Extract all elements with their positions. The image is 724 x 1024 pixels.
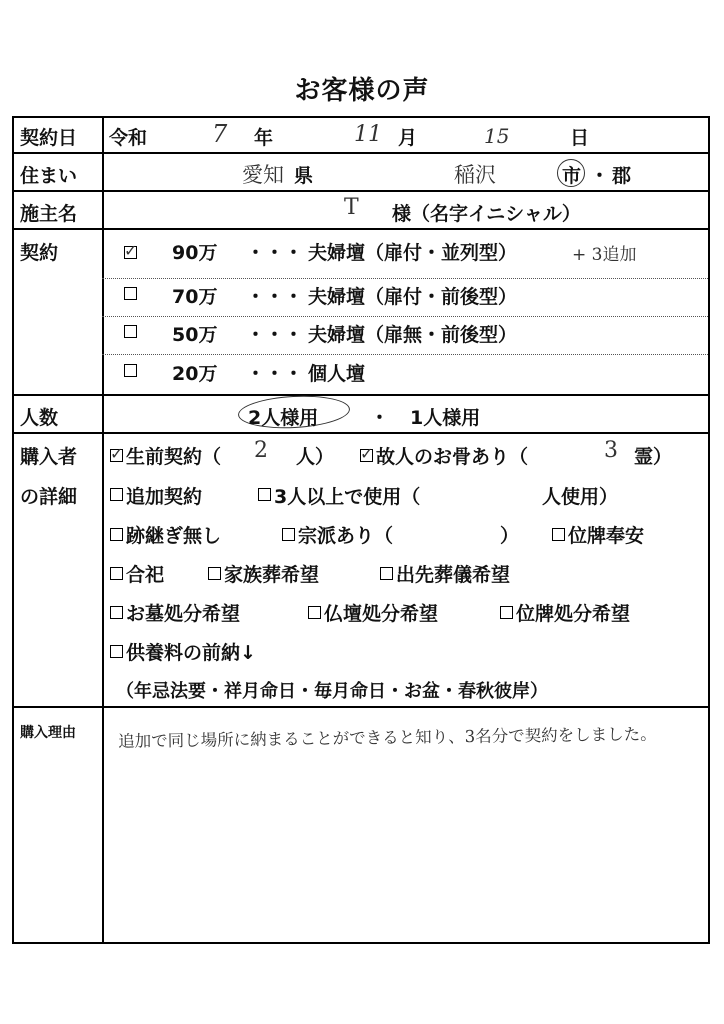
ihai-disposal-label: 位牌処分希望	[516, 603, 631, 625]
grave-disposal-label: お墓処分希望	[126, 603, 241, 625]
option-50-dots: ・・・	[246, 324, 304, 346]
city-value: 稲沢	[454, 163, 496, 187]
prepay-offering-checkbox[interactable]	[110, 645, 123, 658]
three-plus-label: 3人以上で使用（	[274, 486, 421, 508]
altar-disposal-checkbox[interactable]	[308, 606, 321, 619]
month-value: 11	[354, 122, 382, 147]
city-unit: 市	[562, 165, 582, 187]
grave-disposal-checkbox[interactable]	[110, 606, 123, 619]
additional-contract-label: 追加契約	[126, 486, 203, 508]
reason-text: 追加で同じ場所に納まることができると知り、3名分で契約をしました。	[118, 724, 657, 751]
buyer-label-2: の詳細	[20, 486, 78, 508]
row-divider	[14, 394, 708, 396]
family-funeral-label: 家族葬希望	[224, 564, 320, 586]
reason-label: 購入理由	[20, 725, 76, 741]
option-divider	[102, 316, 708, 317]
option-90-price: 90万	[172, 242, 218, 264]
people-label: 人数	[20, 407, 59, 429]
option-50-checkbox[interactable]	[124, 325, 137, 338]
option-divider	[102, 278, 708, 279]
option-70-price: 70万	[172, 286, 218, 308]
people-separator: ・	[370, 407, 390, 429]
era-text: 令和	[109, 127, 148, 149]
buyer-label: 購入者	[20, 446, 78, 468]
option-20-checkbox[interactable]	[124, 364, 137, 377]
ihai-enshrine-checkbox[interactable]	[552, 528, 565, 541]
address-label: 住まい	[20, 165, 78, 187]
survey-form	[12, 116, 710, 944]
day-value: 15	[484, 124, 510, 148]
prepurchase-checkbox[interactable]	[110, 444, 124, 463]
owner-name-label: 施主名	[20, 203, 78, 225]
row-divider	[14, 152, 708, 154]
away-funeral-checkbox[interactable]	[380, 567, 393, 580]
day-unit: 日	[570, 127, 590, 149]
prepurchase-label: 生前契約（	[126, 446, 222, 468]
checkmark-icon: ✓	[110, 444, 124, 463]
prepay-offering-label: 供養料の前納↓	[126, 642, 256, 664]
page-title: お客様の声	[294, 76, 430, 106]
additional-contract-checkbox[interactable]	[110, 488, 123, 501]
prefecture-value: 愛知	[242, 163, 284, 187]
remains-suffix: 霊）	[634, 446, 673, 468]
month-unit: 月	[398, 127, 418, 149]
prepay-note: （年忌法要・祥月命日・毎月命日・お盆・春秋彼岸）	[116, 681, 548, 702]
contract-label: 契約	[20, 242, 59, 264]
option-90-desc: 夫婦壇（扉付・並列型）	[308, 242, 518, 264]
ihai-disposal-checkbox[interactable]	[500, 606, 513, 619]
checkmark-icon: ✓	[360, 444, 374, 463]
people-two: 2人様用	[248, 407, 319, 429]
option-divider	[102, 354, 708, 355]
goushi-label: 合祀	[126, 564, 165, 586]
contract-date-label: 契約日	[20, 127, 78, 149]
option-50-price: 50万	[172, 324, 218, 346]
family-funeral-checkbox[interactable]	[208, 567, 221, 580]
option-20-desc: 個人壇	[308, 363, 366, 385]
county-unit: 郡	[612, 165, 632, 187]
year-value: 7	[212, 120, 228, 148]
option-70-dots: ・・・	[246, 286, 304, 308]
option-90-dots: ・・・	[246, 242, 304, 264]
prepurchase-count: 2	[254, 438, 268, 463]
label-column-divider	[102, 118, 104, 942]
no-heir-checkbox[interactable]	[110, 528, 123, 541]
away-funeral-label: 出先葬儀希望	[396, 564, 511, 586]
no-heir-label: 跡継ぎ無し	[126, 525, 222, 547]
option-20-price: 20万	[172, 363, 218, 385]
ihai-enshrine-label: 位牌奉安	[568, 525, 645, 547]
owner-initial: T	[344, 195, 359, 220]
option-50-desc: 夫婦壇（扉無・前後型）	[308, 324, 518, 346]
religious-sect-label: 宗派あり（	[298, 525, 394, 547]
remains-checkbox[interactable]	[360, 444, 374, 463]
row-divider	[14, 432, 708, 434]
checkmark-icon: ✓	[124, 241, 138, 260]
religious-sect-checkbox[interactable]	[282, 528, 295, 541]
option-90-extra: + 3追加	[572, 245, 637, 265]
option-70-checkbox[interactable]	[124, 287, 137, 300]
remains-label: 故人のお骨あり（	[376, 446, 529, 468]
option-70-desc: 夫婦壇（扉付・前後型）	[308, 286, 518, 308]
altar-disposal-label: 仏壇処分希望	[324, 603, 439, 625]
religious-sect-suffix: ）	[500, 525, 520, 547]
row-divider	[14, 228, 708, 230]
goushi-checkbox[interactable]	[110, 567, 123, 580]
three-plus-checkbox[interactable]	[258, 488, 271, 501]
row-divider	[14, 706, 708, 708]
option-90-checkbox[interactable]	[124, 241, 138, 260]
row-divider	[14, 190, 708, 192]
address-separator: ・	[590, 165, 610, 187]
remains-count: 3	[604, 438, 618, 463]
year-unit: 年	[254, 127, 274, 149]
owner-suffix: 様（名字イニシャル）	[392, 203, 581, 225]
prepurchase-suffix: 人）	[296, 446, 335, 468]
three-plus-suffix: 人使用）	[542, 486, 619, 508]
people-one: 1人様用	[410, 407, 481, 429]
option-20-dots: ・・・	[246, 363, 304, 385]
prefecture-unit: 県	[294, 165, 314, 187]
